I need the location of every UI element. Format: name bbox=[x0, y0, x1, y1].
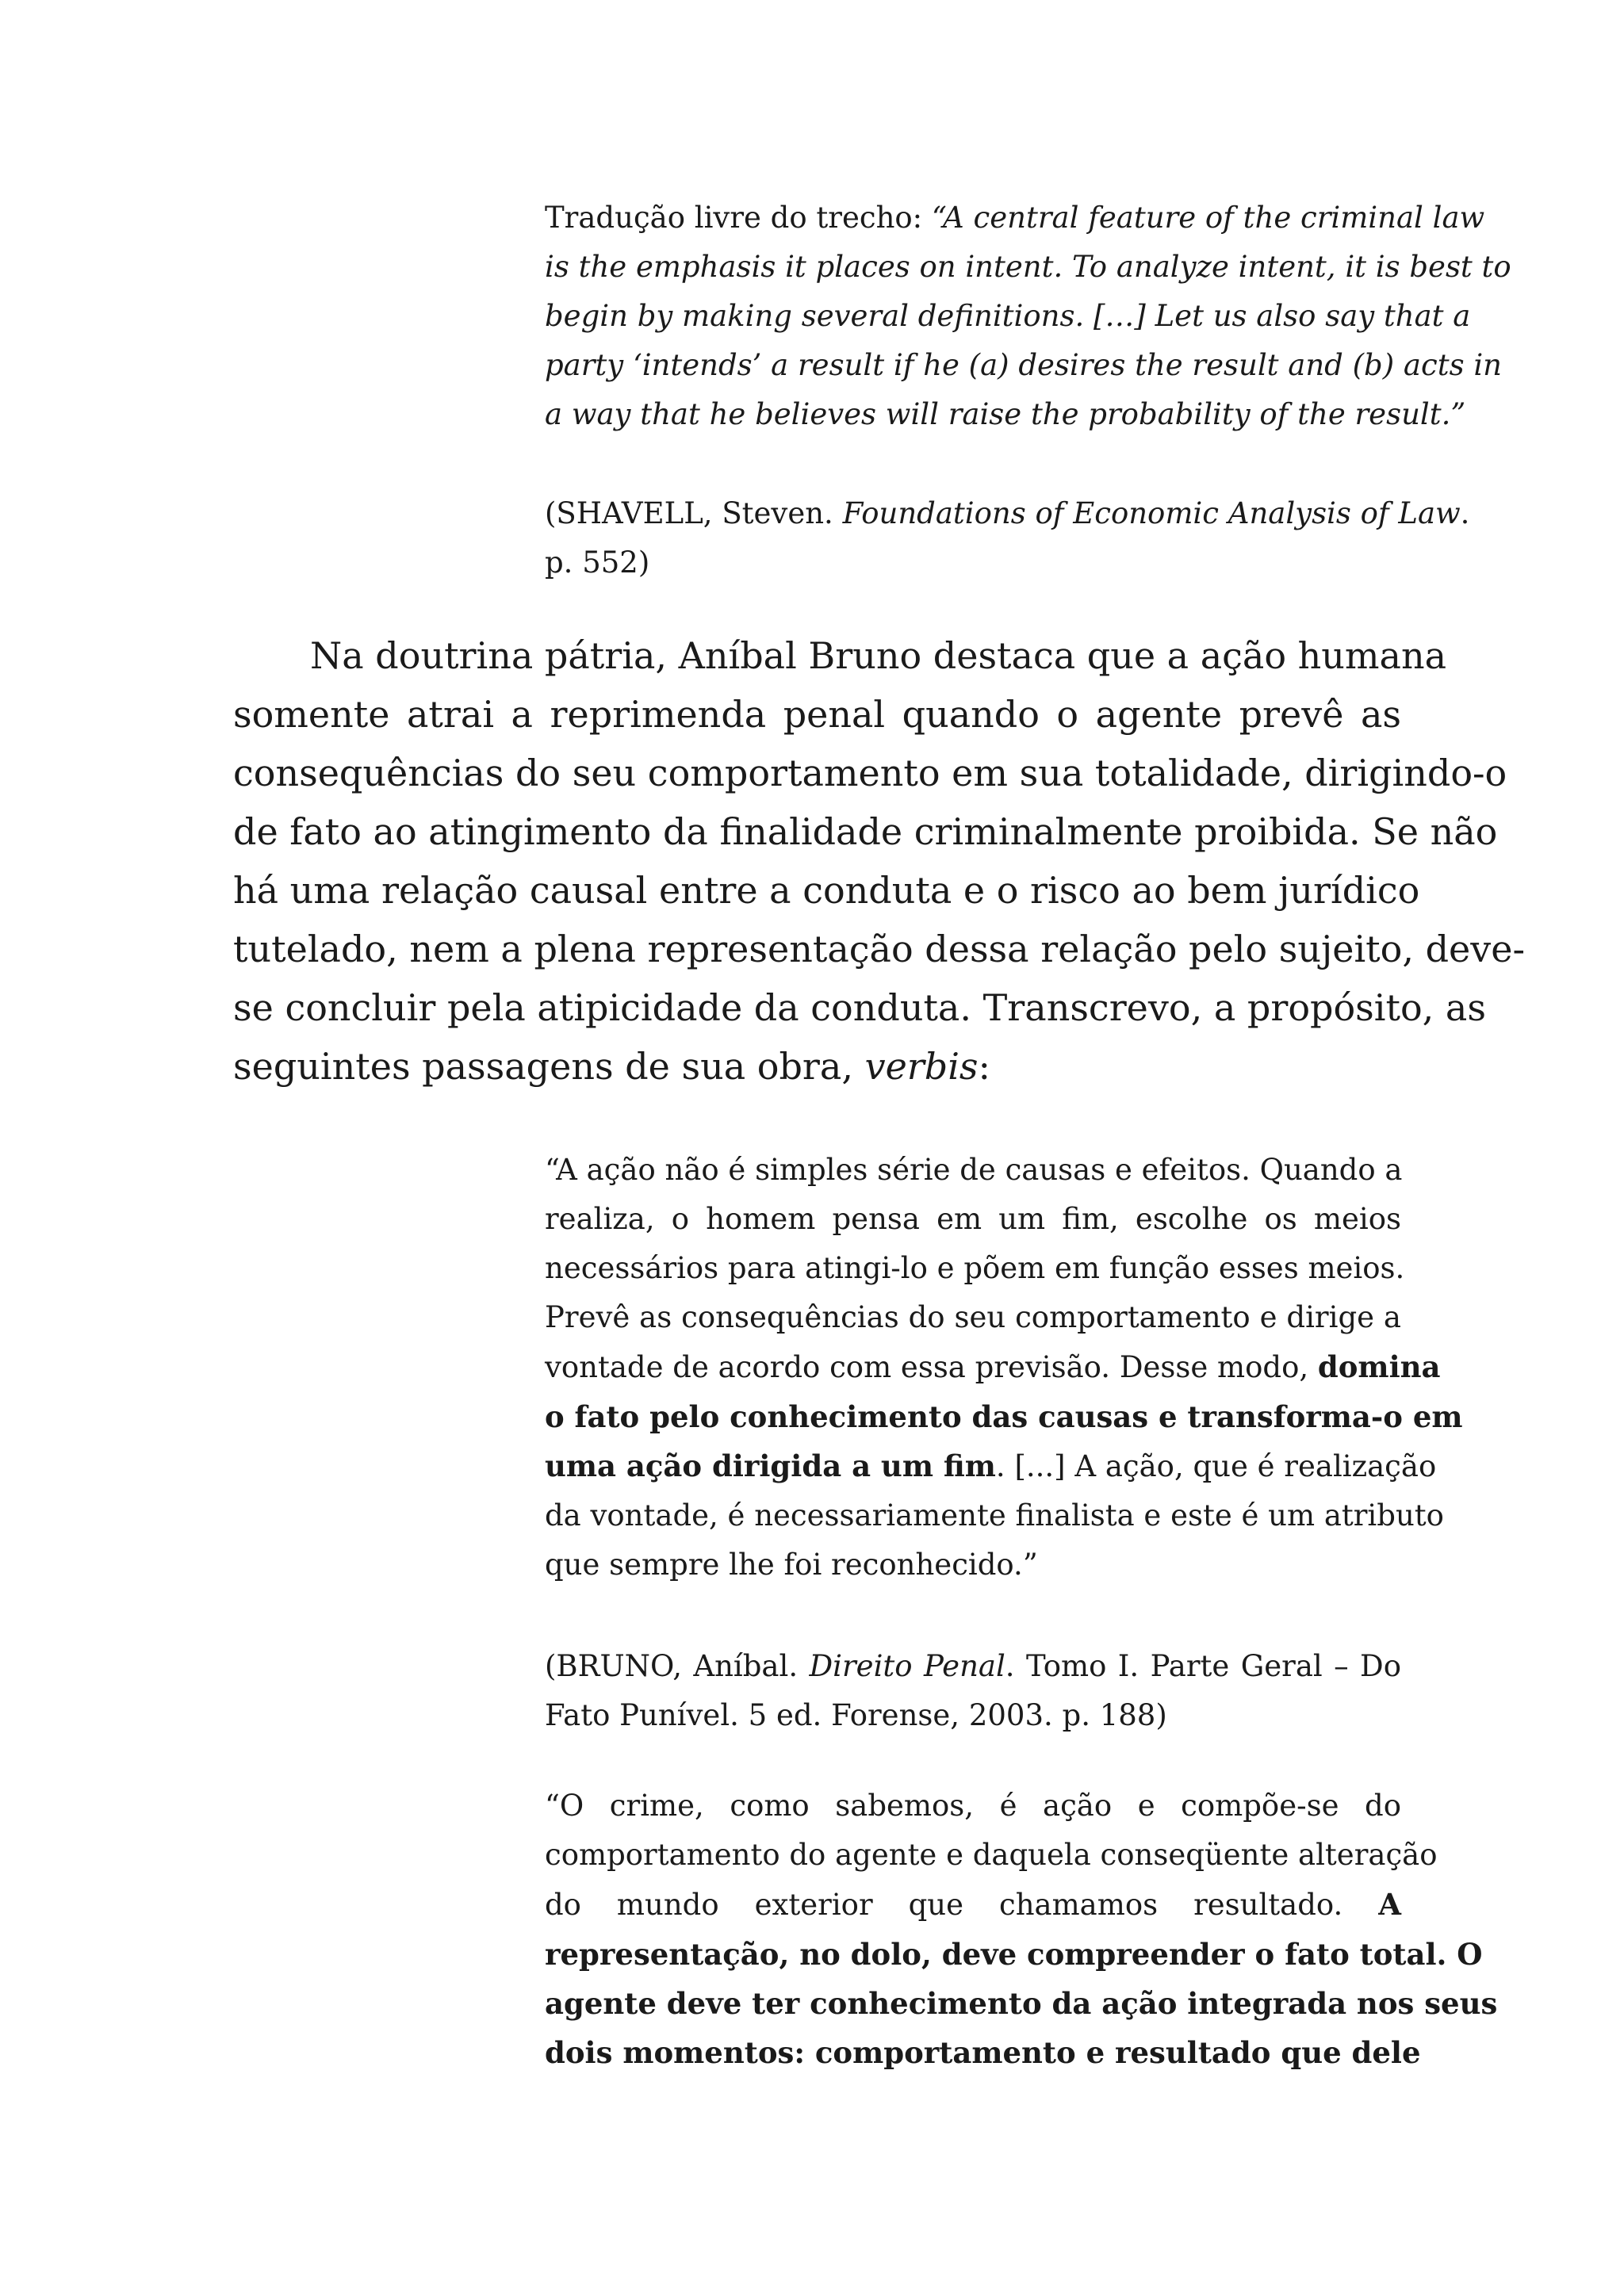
citation-prefix: (SHAVELL, Steven. bbox=[545, 496, 843, 530]
quote-line: comportamento do agente e daquela conseqüente alteração bbox=[545, 1838, 1438, 1872]
quote-lead: Tradução livre do trecho: bbox=[545, 201, 932, 235]
paragraph-line: de fato ao atingimento da finalidade criminalmente proibida. Se não bbox=[233, 810, 1498, 853]
quote-text: vontade de acordo com essa previsão. Desse modo, bbox=[545, 1350, 1318, 1384]
paragraph-text: seguintes passagens de sua obra, bbox=[233, 1045, 865, 1088]
quote-italic: “A central feature of the criminal law bbox=[931, 201, 1485, 235]
quote-line: “A ação não é simples série de causas e efeitos. Quando a bbox=[545, 1153, 1403, 1187]
quote-line: da vontade, é necessariamente finalista e este é um atributo bbox=[545, 1498, 1444, 1533]
blockquote-shavell bbox=[545, 193, 1511, 439]
citation-line: Fato Punível. 5 ed. Forense, 2003. p. 188) bbox=[545, 1698, 1167, 1732]
quote-line: “O crime, como sabemos, é ação e compõe-se do bbox=[545, 1789, 1401, 1823]
citation-suffix: . Tomo I. Parte Geral – Do bbox=[1005, 1649, 1401, 1683]
body-paragraph bbox=[233, 626, 1526, 1096]
blockquote-bruno-2 bbox=[545, 1781, 1498, 2077]
paragraph-italic: verbis bbox=[864, 1045, 979, 1088]
quote-line: necessários para atingi-lo e põem em função esses meios. bbox=[545, 1251, 1405, 1285]
paragraph-line: consequências do seu comportamento em sua totalidade, dirigindo-o bbox=[233, 752, 1507, 794]
quote-bold: A bbox=[1378, 1887, 1401, 1922]
quote-bold: uma ação dirigida a um fim bbox=[545, 1448, 996, 1483]
quote-line: Prevê as consequências do seu comportamento e dirige a bbox=[545, 1300, 1401, 1334]
blockquote-bruno-1 bbox=[545, 1146, 1463, 1590]
quote-line bbox=[545, 1441, 1437, 1491]
citation-line bbox=[545, 489, 1470, 538]
paragraph-line bbox=[233, 1037, 1401, 1096]
quote-line: realiza, o homem pensa em um fim, escolhe os meios bbox=[545, 1202, 1401, 1236]
quote-line bbox=[545, 1880, 1401, 1930]
citation-title: Direito Penal bbox=[809, 1649, 1005, 1683]
quote-text: . [...] A ação, que é realização bbox=[995, 1449, 1437, 1483]
paragraph-line: Na doutrina pátria, Aníbal Bruno destaca que a ação humana bbox=[310, 634, 1447, 677]
quote-line: party ‘intends’ a result if he (a) desires the result and (b) acts in bbox=[545, 348, 1502, 382]
quote-line: que sempre lhe foi reconhecido.” bbox=[545, 1548, 1038, 1582]
paragraph-line: tutelado, nem a plena representação dessa relação pelo sujeito, deve- bbox=[233, 928, 1526, 970]
citation-line: p. 552) bbox=[545, 545, 650, 580]
paragraph-line: somente atrai a reprimenda penal quando o agente prevê as bbox=[233, 693, 1401, 736]
quote-line: agente deve ter conhecimento da ação integrada nos seus bbox=[545, 1986, 1498, 2021]
quote-line: dois momentos: comportamento e resultado que dele bbox=[545, 2035, 1421, 2070]
paragraph-line: se concluir pela atipicidade da conduta. Transcrevo, a propósito, as bbox=[233, 986, 1486, 1029]
quote-text: do mundo exterior que chamamos resultado. bbox=[545, 1888, 1379, 1922]
quote-line: representação, no dolo, deve compreender o fato total. O bbox=[545, 1937, 1483, 1972]
citation-suffix: . bbox=[1460, 496, 1470, 530]
quote-line: begin by making several definitions. […] Let us also say that a bbox=[545, 299, 1471, 333]
quote-line: o fato pelo conhecimento das causas e transforma-o em bbox=[545, 1399, 1463, 1434]
citation-bruno bbox=[545, 1642, 1401, 1740]
citation-title: Foundations of Economic Analysis of Law bbox=[842, 496, 1461, 530]
citation-prefix: (BRUNO, Aníbal. bbox=[545, 1649, 810, 1683]
citation-line bbox=[545, 1642, 1401, 1691]
quote-bold: domina bbox=[1317, 1349, 1441, 1384]
paragraph-text-end: : bbox=[978, 1045, 991, 1088]
quote-line bbox=[545, 193, 1485, 243]
paragraph-line: há uma relação causal entre a conduta e o risco ao bem jurídico bbox=[233, 869, 1420, 912]
quote-line: is the emphasis it places on intent. To analyze intent, it is best to bbox=[545, 250, 1511, 284]
citation-shavell bbox=[545, 489, 1470, 587]
quote-line bbox=[545, 1342, 1441, 1392]
quote-line: a way that he believes will raise the probability of the result.” bbox=[545, 397, 1466, 431]
